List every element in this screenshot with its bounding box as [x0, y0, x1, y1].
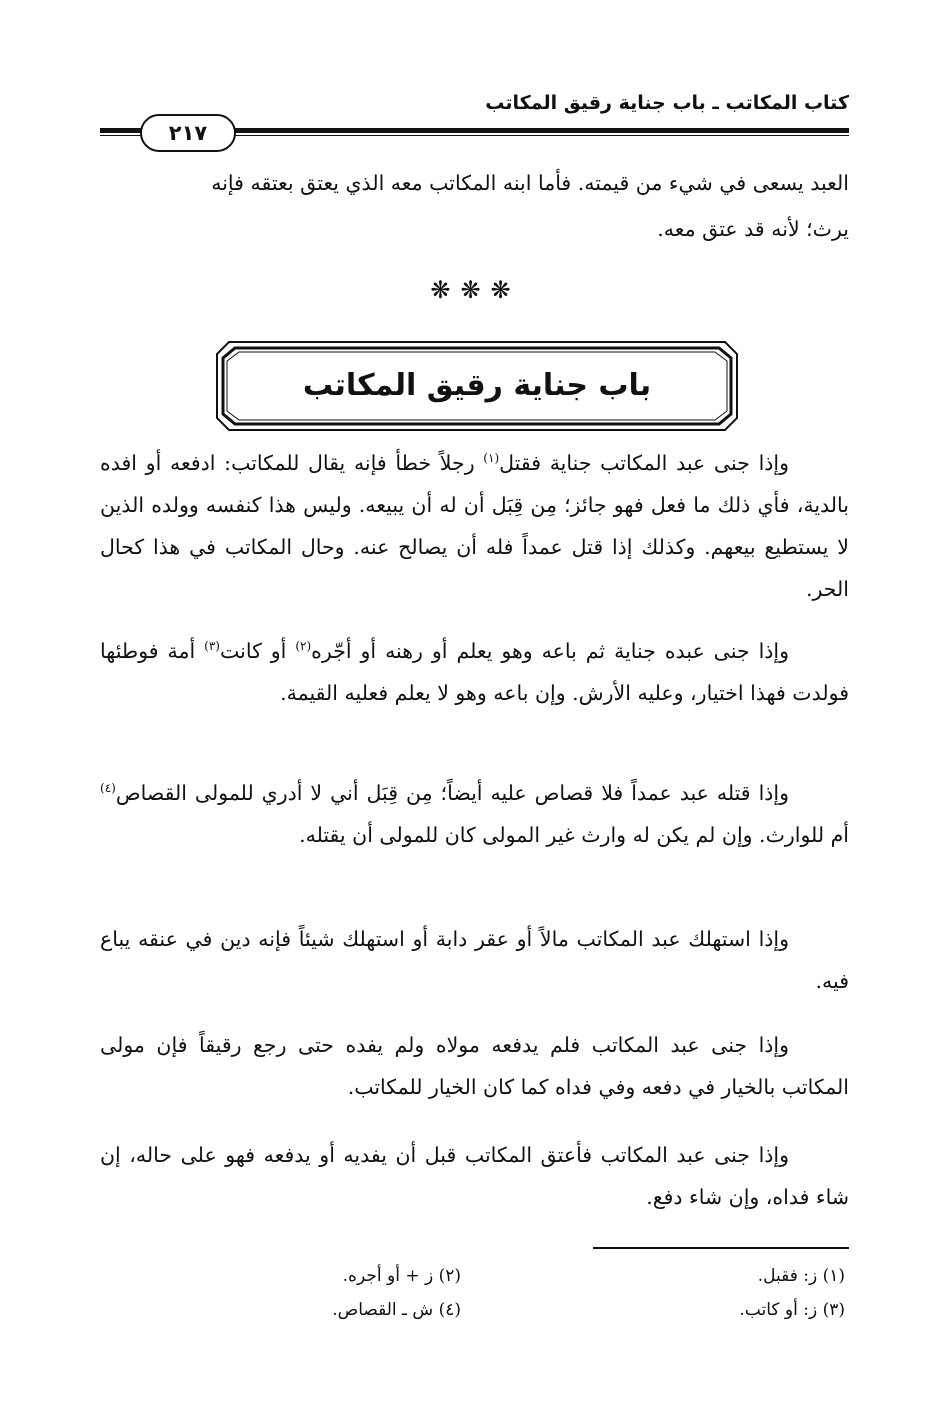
paragraph-6: وإذا جنى عبد المكاتب فأعتق المكاتب قبل أن يفديه أو يدفعه فهو على حاله، إن شاء فداه، وإن شاء دفع.	[100, 1143, 849, 1209]
running-header-title: كتاب المكاتب ـ باب جناية رقيق المكاتب	[485, 92, 849, 114]
footnote-ref-4: (٤)	[100, 781, 116, 796]
paragraph-3-text-b: أم للوارث. وإن لم يكن له وارث غير المولى كان للمولى أن يقتله.	[299, 823, 849, 847]
paragraph-1	[100, 442, 849, 610]
paragraph-2	[100, 630, 849, 714]
footnote-rule	[593, 1247, 849, 1249]
footnote-ref-1: (١)	[483, 451, 500, 466]
paragraph-3	[100, 772, 849, 856]
chapter-title: باب جناية رقيق المكاتب	[302, 368, 652, 403]
footnote-ref-2: (٢)	[295, 639, 312, 654]
paragraph-2-text-b: أو كانت	[219, 639, 296, 663]
paragraph-4: وإذا استهلك عبد المكاتب مالاً أو عقر دابة أو استهلك شيئاً فإنه دين في عنقه يباع فيه.	[100, 927, 849, 993]
paragraph-1-text-a: وإذا جنى عبد المكاتب جناية فقتل	[499, 451, 789, 475]
section-separator: ❋❋❋	[430, 276, 521, 304]
intro-line-1: العبد يسعى في شيء من قيمته. فأما ابنه المكاتب معه الذي يعتق بعتقه فإنه	[211, 171, 849, 195]
footnote-4: (٤) ش ـ القصاص.	[332, 1300, 461, 1320]
intro-line-2: يرث؛ لأنه قد عتق معه.	[657, 217, 849, 241]
footnote-3: (٣) ز: أو كاتب.	[739, 1300, 845, 1320]
paragraph-3-text-a: وإذا قتله عبد عمداً فلا قصاص عليه أيضاً؛ مِن قِبَل أني لا أدري للمولى القصاص	[115, 781, 789, 805]
paragraph-2-text-c: أمة فوطئها فولدت فهذا اختيار، وعليه الأرش. وإن باعه وهو لا يعلم فعليه القيمة.	[100, 639, 849, 705]
paragraph-1-text-b: رجلاً خطأ فإنه يقال للمكاتب: ادفعه أو افده بالدية، فأي ذلك ما فعل فهو جائز؛ مِن قِبَل أن له أن يبيعه. وليس هذا كنفسه وولده الذين لا يستطيع بيعهم. وكذلك إذا قتل عمداً فله أن يصالح عنه. وحال المكاتب في هذا كحال الحر.	[100, 451, 849, 601]
footnote-2: (٢) ز + أو أجره.	[342, 1266, 461, 1286]
page-number: ٢١٧	[140, 114, 236, 152]
paragraph-5: وإذا جنى عبد المكاتب فلم يدفعه مولاه ولم يفده حتى رجع رقيقاً فإن مولى المكاتب بالخيار في دفعه وفي فداه كما كان الخيار للمكاتب.	[100, 1033, 849, 1099]
footnote-1: (١) ز: فقبل.	[757, 1266, 845, 1286]
paragraph-2-text-a: وإذا جنى عبده جناية ثم باعه وهو يعلم أو رهنه أو أجّره	[311, 639, 789, 663]
footnote-ref-3: (٣)	[204, 639, 220, 654]
